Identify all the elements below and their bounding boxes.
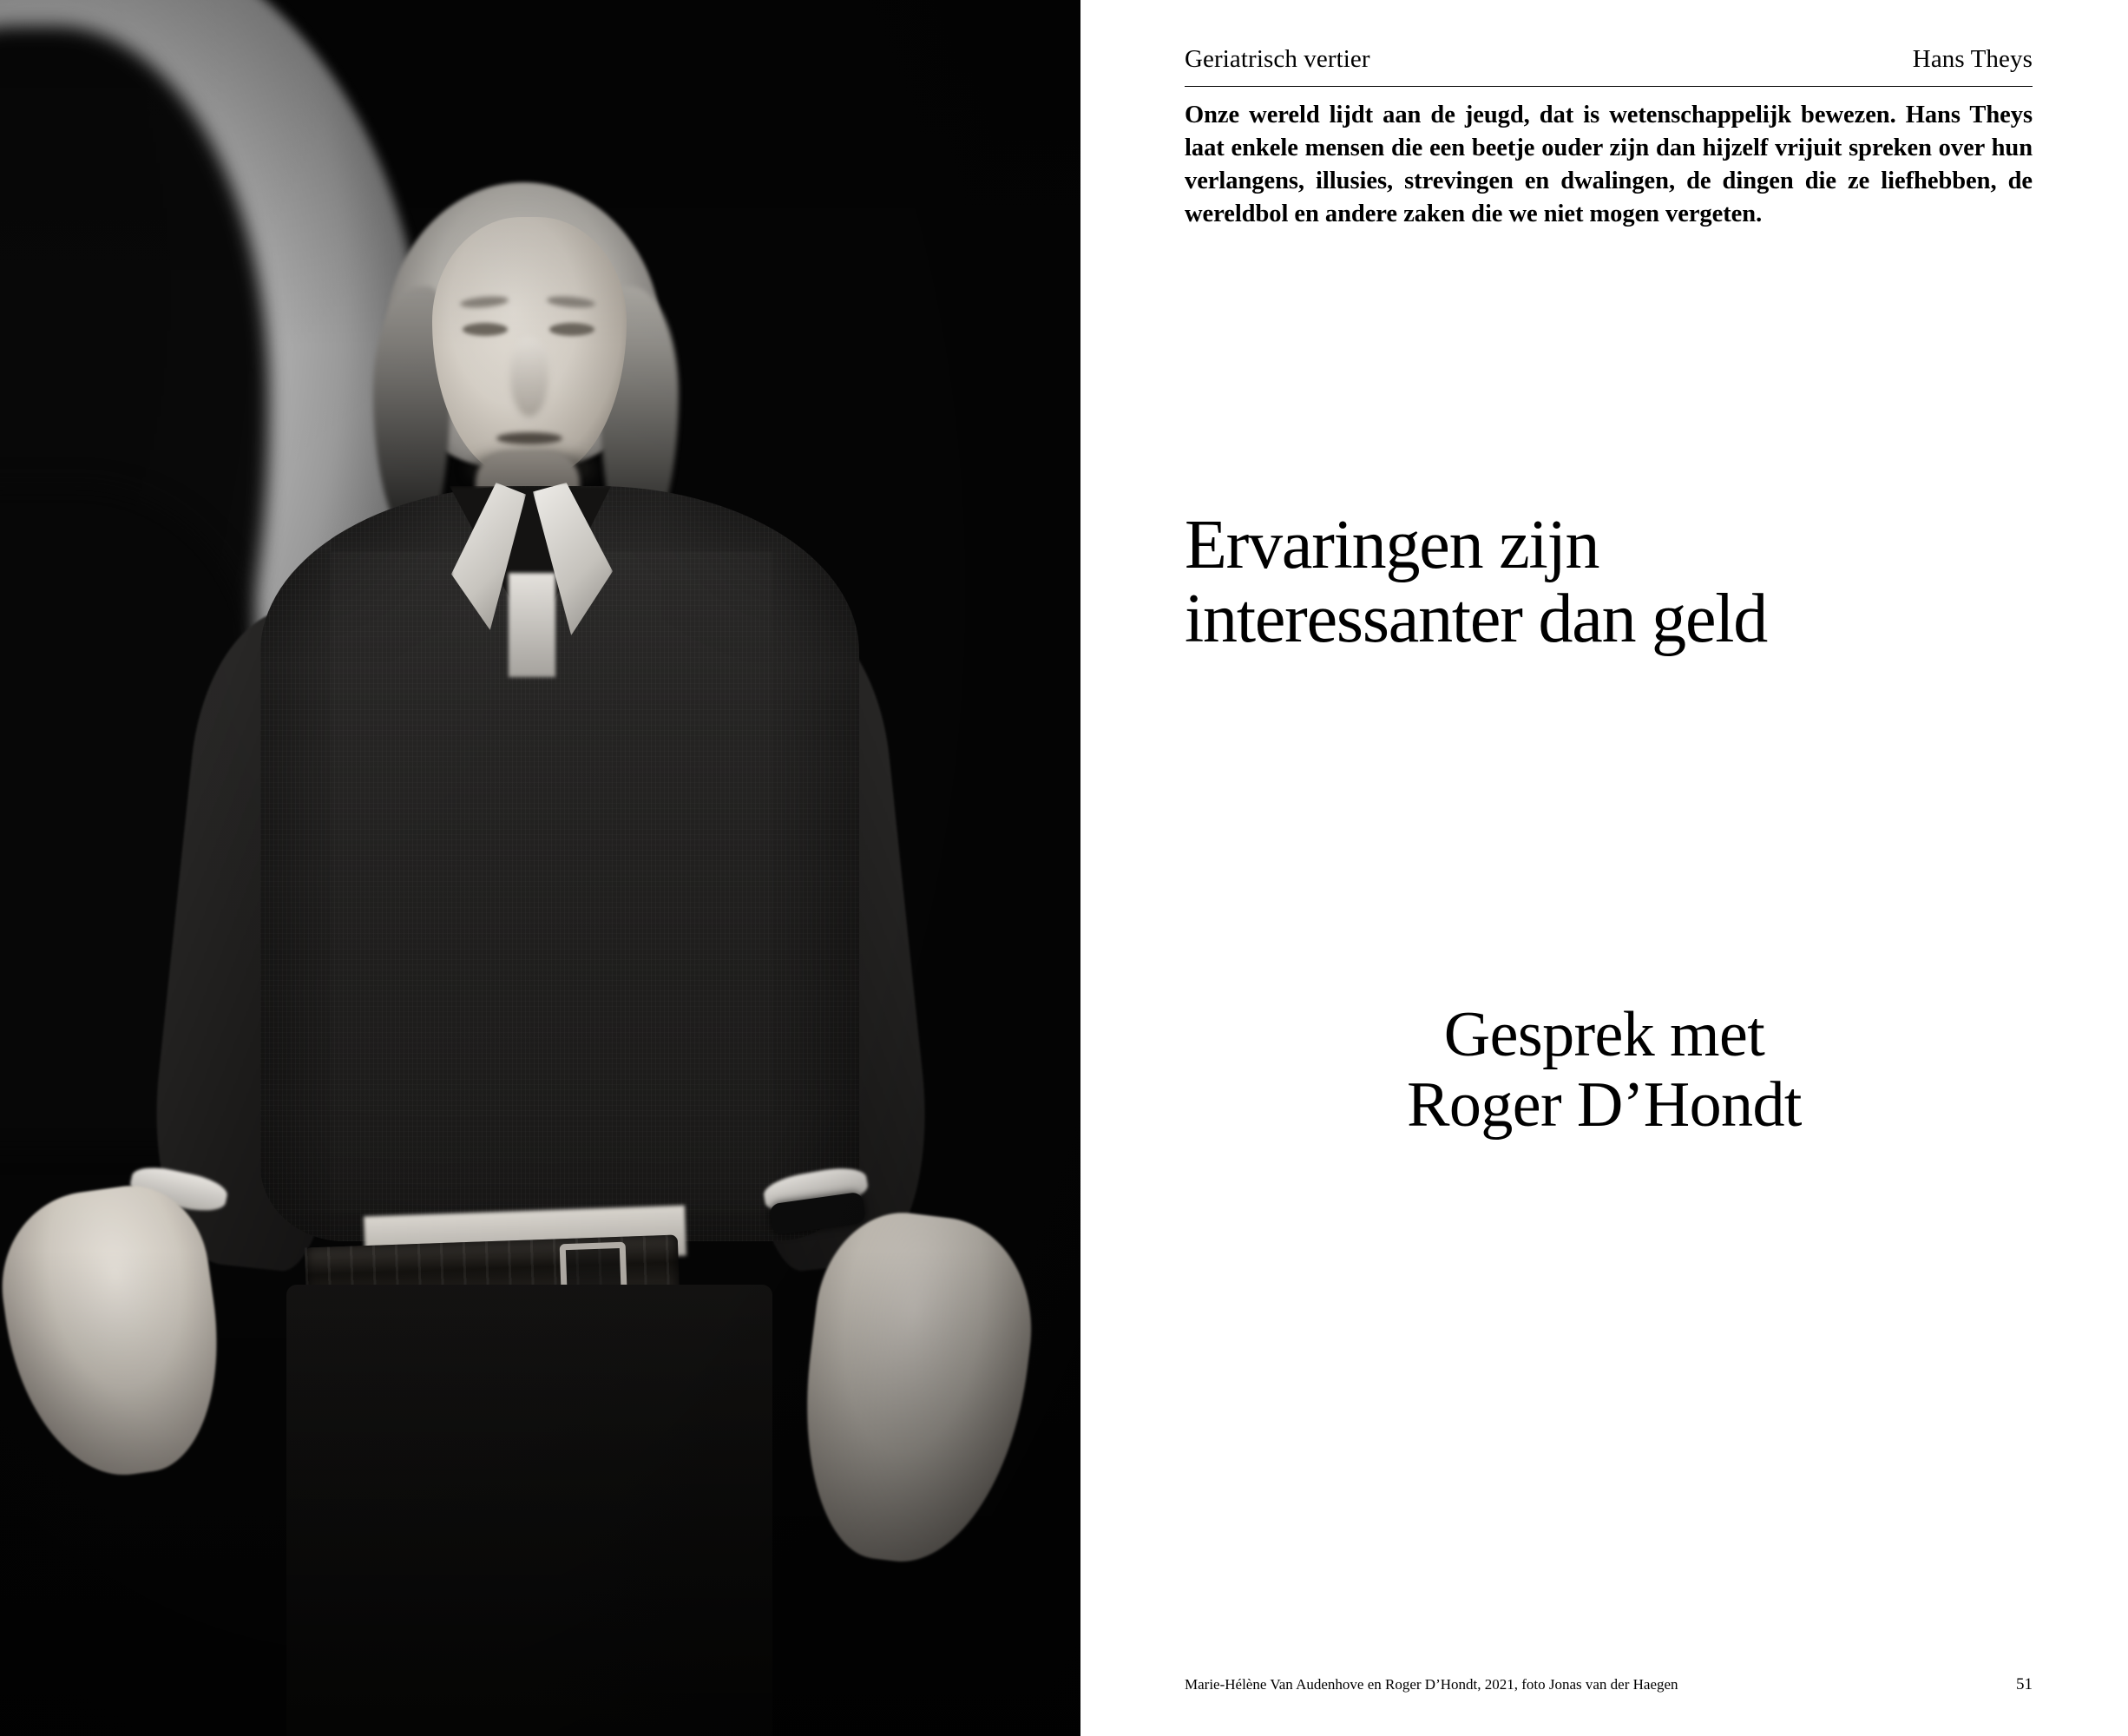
page-number: 51 xyxy=(2016,1675,2033,1693)
page-footer xyxy=(1185,1675,2033,1694)
running-head xyxy=(1185,0,2033,74)
header-rule xyxy=(1185,86,2033,87)
subheadline-line-1: Gesprek met xyxy=(1443,998,1765,1070)
headline-line-1: Ervaringen zijn xyxy=(1185,506,1599,583)
photo-caption: Marie-Hélène Van Audenhove en Roger D’Hondt, 2021, foto Jonas van der Haegen xyxy=(1185,1676,1678,1693)
standfirst-text: Onze wereld lijdt aan de jeugd, dat is wetenschappelijk bewezen. Hans Theys laat enkele mensen die een beetje ouder zijn dan hijzelf vrijuit spreken over hun verlangens, illusies, strevingen en dwalingen, de dingen die ze liefhebben, de wereldbol en andere zaken die we niet mogen vergeten. xyxy=(1185,102,2033,227)
headline xyxy=(1185,506,2033,658)
author-name: Hans Theys xyxy=(1912,45,2033,73)
right-page-text-column xyxy=(1185,0,2033,1736)
subheadline xyxy=(1185,1000,2033,1141)
section-title: Geriatrisch vertier xyxy=(1185,45,1370,73)
headline-line-2: interessanter dan geld xyxy=(1185,581,1768,658)
subheadline-line-2: Roger D’Hondt xyxy=(1407,1069,1802,1141)
right-page xyxy=(1080,0,2128,1736)
